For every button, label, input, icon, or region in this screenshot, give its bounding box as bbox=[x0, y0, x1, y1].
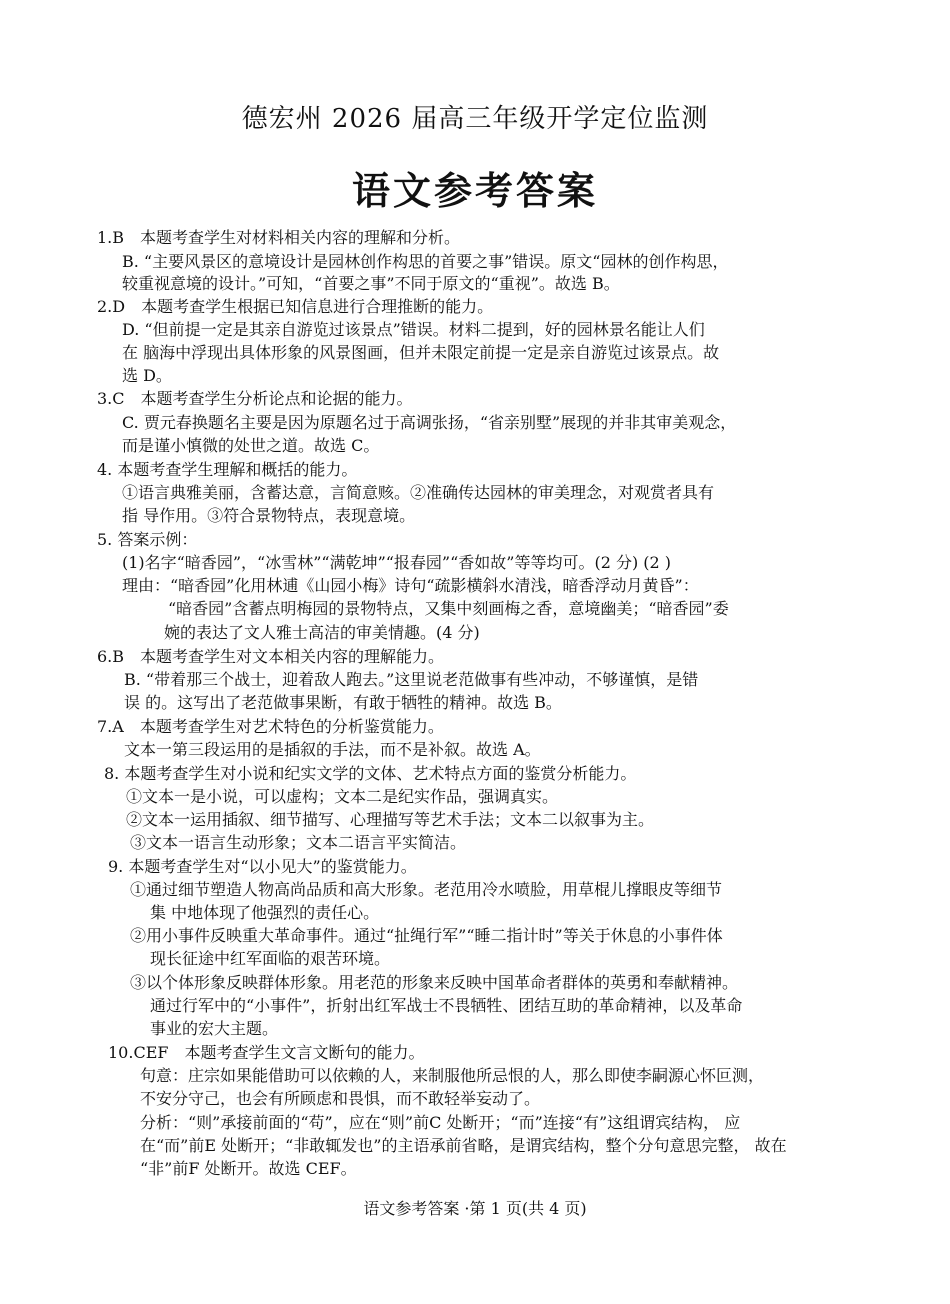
q9-line-1: ①通过细节塑造人物高尚品质和高大形象。老范用冷水喷脸，用草棍儿撑眼皮等细节 bbox=[130, 880, 723, 899]
q9-line-2: 集 中地体现了他强烈的责任心。 bbox=[150, 903, 380, 922]
q8-line-1: ①文本一是小说，可以虚构；文本二是纪实作品，强调真实。 bbox=[126, 787, 559, 806]
q1-line-2: 较重视意境的设计。”可知，“首要之事”不同于原文的“重视”。故选 B。 bbox=[122, 274, 620, 293]
q9-line-4: 现长征途中红军面临的艰苦环境。 bbox=[150, 949, 391, 968]
q2-line-2: 在 脑海中浮现出具体形象的风景图画，但并未限定前提一定是亲自游览过该景点。故 bbox=[122, 343, 720, 362]
q5-line-4: 婉的表达了文人雅士高洁的审美情趣。(4 分) bbox=[164, 623, 480, 642]
q5-line-1: (1)名字“暗香园”，“冰雪林”“满乾坤”“报春园”“香如故”等等均可。(2 分) (2 ) bbox=[122, 553, 672, 572]
page-footer: 语文参考答案 ·第 1 页(共 4 页) bbox=[363, 1199, 587, 1218]
q10-line-1: 句意：庄宗如果能借助可以依赖的人，来制服他所忌恨的人，那么即使李嗣源心怀叵测， bbox=[140, 1066, 765, 1085]
q7-line-1: 文本一第三段运用的是插叙的手法，而不是补叙。故选 A。 bbox=[124, 740, 541, 759]
q3-heading: 3.C 本题考查学生分析论点和论据的能力。 bbox=[97, 389, 413, 408]
q1-heading: 1.B 本题考查学生对材料相关内容的理解和分析。 bbox=[97, 228, 461, 247]
q4-line-1: ①语言典雅美丽，含蓄达意，言简意赅。②准确传达园林的审美理念，对观赏者具有 bbox=[122, 483, 715, 502]
q10-line-4: 在“而”前E 处断开；“非敢辄发也”的主语承前省略，是谓宾结构，整个分句意思完整， 故在 bbox=[140, 1136, 787, 1155]
q9-line-6: 通过行军中的“小事件”，折射出红军战士不畏牺牲、团结互助的革命精神，以及革命 bbox=[150, 996, 743, 1015]
q7-heading: 7.A 本题考查学生对艺术特色的分析鉴赏能力。 bbox=[97, 717, 444, 736]
q4-heading: 4. 本题考查学生理解和概括的能力。 bbox=[97, 460, 358, 479]
q10-line-5: “非”前F 处断开。故选 CEF。 bbox=[140, 1159, 357, 1178]
q1-line-1: B. “主要风景区的意境设计是园林创作构思的首要之事”错误。原文“园林的创作构思， bbox=[122, 252, 729, 271]
q8-line-3: ③文本一语言生动形象；文本二语言平实简洁。 bbox=[130, 833, 467, 852]
q9-line-7: 事业的宏大主题。 bbox=[150, 1019, 279, 1038]
q2-line-1: D. “但前提一定是其亲自游览过该景点”错误。材料二提到，好的园林景名能让人们 bbox=[122, 320, 705, 339]
exam-title: 德宏州 2026 届高三年级开学定位监测 bbox=[241, 104, 709, 134]
q10-line-3: 分析：“则”承接前面的“苟”，应在“则”前C 处断开；“而”连接“有”这组谓宾结构， 应 bbox=[140, 1113, 741, 1132]
q6-line-2: 误 的。这写出了老范做事果断，有敢于牺牲的精神。故选 B。 bbox=[124, 693, 562, 712]
q8-line-2: ②文本一运用插叙、细节描写、心理描写等艺术手法；文本二以叙事为主。 bbox=[126, 810, 655, 829]
q2-line-3: 选 D。 bbox=[122, 366, 172, 385]
q5-line-2: 理由：“暗香园”化用林逋《山园小梅》诗句“疏影横斜水清浅，暗香浮动月黄昏”： bbox=[122, 576, 699, 595]
q9-line-5: ③以个体形象反映群体形象。用老范的形象来反映中国革命者群体的英勇和奉献精神。 bbox=[130, 973, 739, 992]
q6-line-1: B. “带着那三个战士，迎着敌人跑去。”这里说老范做事有些冲动，不够谨慎，是错 bbox=[124, 670, 699, 689]
q2-heading: 2.D 本题考查学生根据已知信息进行合理推断的能力。 bbox=[97, 297, 494, 316]
q4-line-2: 指 导作用。③符合景物特点，表现意境。 bbox=[122, 506, 416, 525]
q3-line-1: C. 贾元春换题名主要是因为原题名过于高调张扬，“省亲别墅”展现的并非其审美观念， bbox=[122, 413, 737, 432]
q8-heading: 8. 本题考查学生对小说和纪实文学的文体、艺术特点方面的鉴赏分析能力。 bbox=[104, 764, 637, 783]
q9-heading: 9. 本题考查学生对“以小见大”的鉴赏能力。 bbox=[108, 857, 417, 876]
q9-line-3: ②用小事件反映重大革命事件。通过“扯绳行军”“睡二指计时”等关于休息的小事件体 bbox=[130, 926, 723, 945]
q5-heading: 5. 答案示例： bbox=[97, 530, 198, 549]
q5-line-3: “暗香园”含蓄点明梅园的景物特点，又集中刻画梅之香，意境幽美；“暗香园”委 bbox=[168, 599, 729, 618]
q10-heading: 10.CEF 本题考查学生文言文断句的能力。 bbox=[108, 1043, 425, 1062]
q3-line-2: 而是谨小慎微的处世之道。故选 C。 bbox=[122, 436, 380, 455]
q10-line-2: 不安分守己，也会有所顾虑和畏惧，而不敢轻举妄动了。 bbox=[140, 1089, 541, 1108]
q6-heading: 6.B 本题考查学生对文本相关内容的理解能力。 bbox=[97, 647, 445, 666]
document-title: 语文参考答案 bbox=[351, 168, 598, 213]
